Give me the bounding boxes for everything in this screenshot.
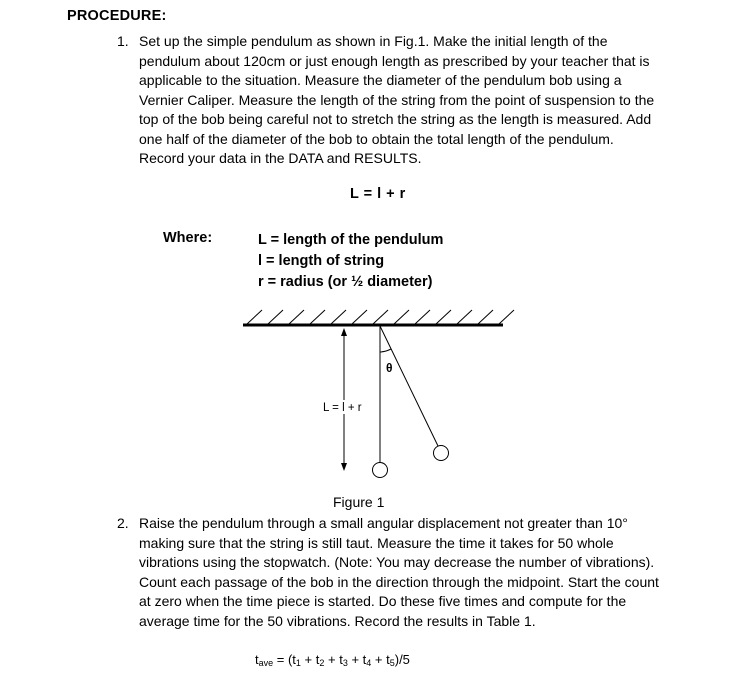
length-label: L = l + r — [323, 402, 362, 414]
angle-label: θ — [386, 361, 393, 375]
average-time-formula: $t_{ave} = (t_1 + t_2 + t_3 + t_4 + t_5)/5$ — [255, 652, 410, 668]
step-text — [139, 514, 699, 631]
length-dimension-arrow — [341, 328, 347, 471]
step-line: one half of the diameter of the bob to obtain the total length of the pendulum. — [139, 130, 614, 147]
procedure-heading: PROCEDURE: — [67, 8, 167, 24]
step-line: Raise the pendulum through a small angular displacement not greater than 10° — [139, 515, 628, 531]
ceiling-hatching — [247, 310, 514, 324]
step-line: Vernier Caliper. Measure the length of the string from the point of suspension to the — [139, 91, 655, 108]
step-line: vibrations using the stopwatch. (Note: You may decrease the number of vibrations). — [139, 554, 655, 570]
angle-arc — [380, 349, 391, 352]
bob-rest — [373, 463, 388, 478]
step-line: Record your data in the DATA and RESULTS. — [139, 150, 422, 166]
bob-displaced — [434, 446, 449, 461]
step-number: 1. — [117, 33, 129, 49]
figure-caption: Figure 1 — [333, 494, 385, 510]
step-line: making sure that the string is still taut. Measure the time it takes for 50 whole — [139, 534, 614, 551]
step-line: average time for the 50 vibrations. Record the results in Table 1. — [139, 612, 536, 629]
length-equation: L = l + r — [350, 186, 406, 202]
definition-item: L = length of the pendulum — [258, 232, 444, 248]
step-number: 2. — [117, 515, 129, 531]
displaced-string — [380, 326, 438, 446]
step-line: Set up the simple pendulum as shown in Fig.1. Make the initial length of the — [139, 33, 608, 49]
definition-item: r = radius (or ½ diameter) — [258, 274, 433, 290]
step-line: top of the bob being careful not to stretch the string as the length is measured. Add — [139, 111, 652, 127]
step-line: applicable to the situation. Measure the diameter of the pendulum bob using a — [139, 72, 622, 88]
step-line: Count each passage of the bob in the direction through the midpoint. Start the count — [139, 573, 659, 590]
step-line: pendulum about 120cm or just enough length as prescribed by your teacher that is — [139, 52, 650, 69]
step-line: at zero when the time piece is started. Do these five times and compute for the — [139, 593, 627, 609]
where-label: Where: — [163, 230, 213, 246]
definition-item: l = length of string — [258, 253, 385, 269]
